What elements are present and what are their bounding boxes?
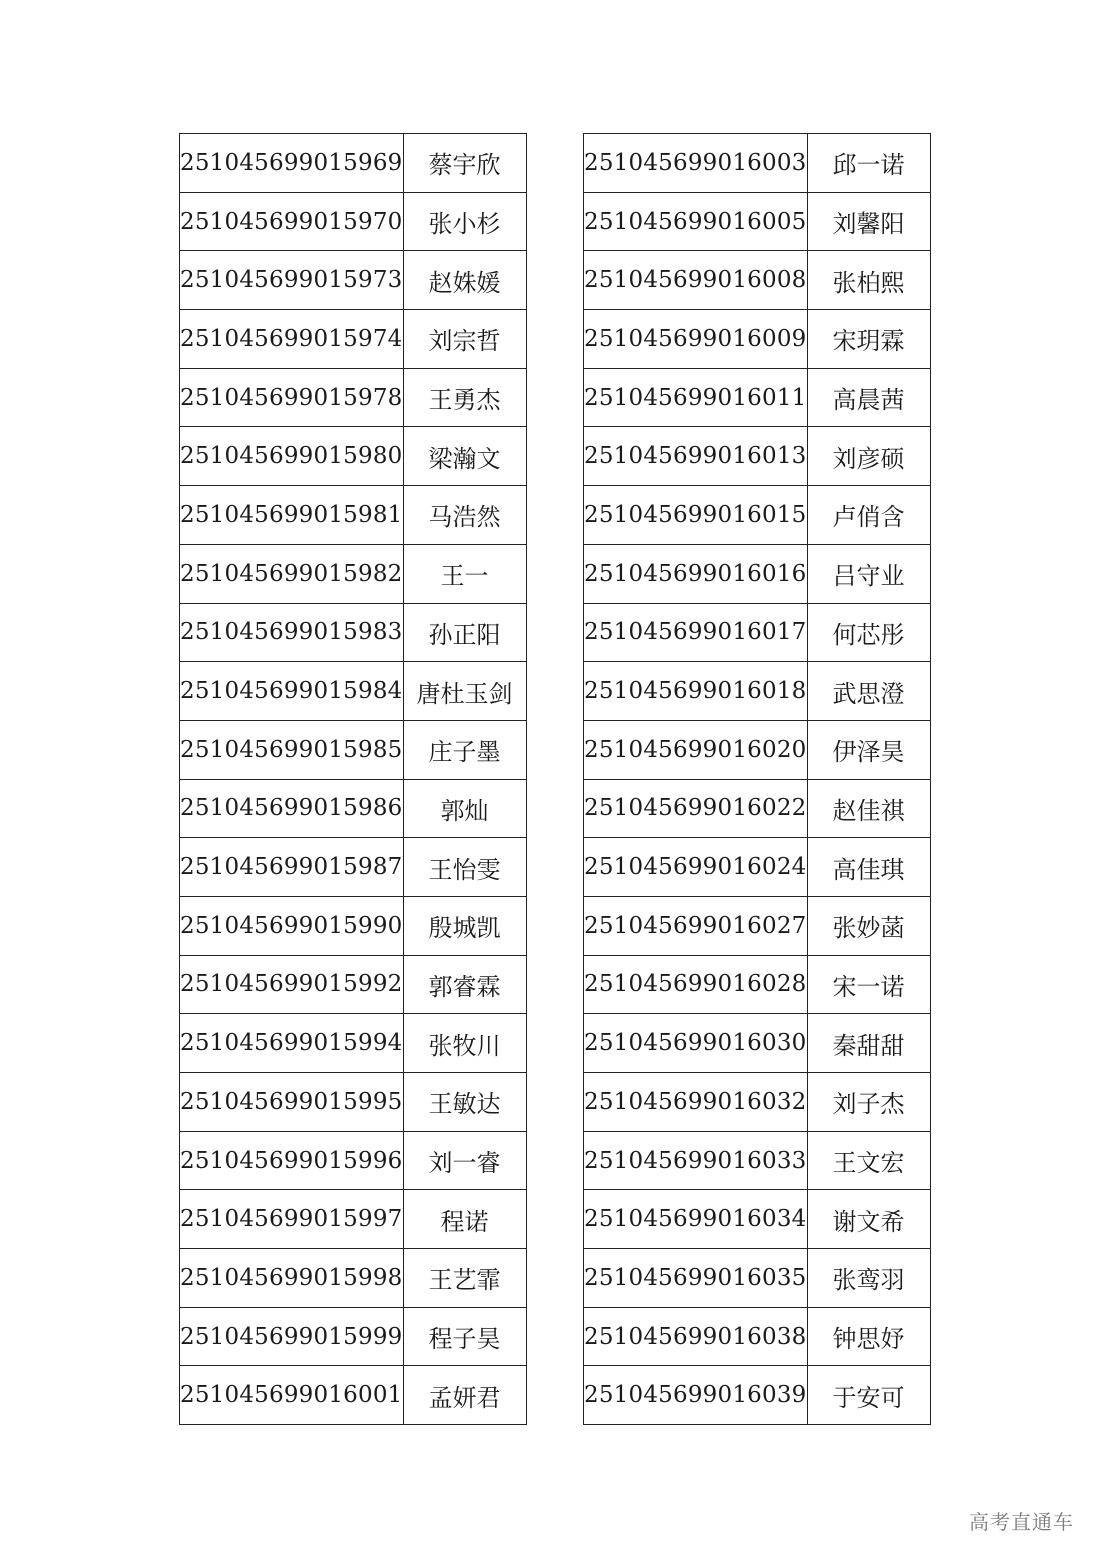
candidate-name-cell: 程子昊 xyxy=(403,1307,526,1366)
table-row xyxy=(180,779,527,838)
candidate-name-cell: 张柏熙 xyxy=(807,251,930,310)
candidate-name-cell: 郭灿 xyxy=(403,779,526,838)
candidate-id-cell: 251045699016030 xyxy=(584,1014,808,1073)
table-row xyxy=(180,955,527,1014)
candidate-id-cell: 251045699015992 xyxy=(180,955,404,1014)
candidate-id-cell: 251045699016008 xyxy=(584,251,808,310)
candidate-id-cell: 251045699016033 xyxy=(584,1131,808,1190)
roster-table-right-body xyxy=(584,134,931,1425)
table-row xyxy=(584,544,931,603)
candidate-id-cell: 251045699015978 xyxy=(180,368,404,427)
table-row xyxy=(584,310,931,369)
table-row xyxy=(180,427,527,486)
table-row xyxy=(584,1131,931,1190)
candidate-name-cell: 王艺霏 xyxy=(403,1249,526,1308)
table-row xyxy=(584,1190,931,1249)
candidate-name-cell: 殷城凯 xyxy=(403,896,526,955)
table-row xyxy=(180,251,527,310)
table-row xyxy=(584,662,931,721)
table-row xyxy=(584,1249,931,1308)
candidate-id-cell: 251045699015980 xyxy=(180,427,404,486)
candidate-id-cell: 251045699016027 xyxy=(584,896,808,955)
candidate-id-cell: 251045699016011 xyxy=(584,368,808,427)
candidate-name-cell: 刘一睿 xyxy=(403,1131,526,1190)
roster-table-left xyxy=(179,133,527,1425)
candidate-name-cell: 刘子杰 xyxy=(807,1073,930,1132)
candidate-id-cell: 251045699016022 xyxy=(584,779,808,838)
table-row xyxy=(584,779,931,838)
candidate-name-cell: 刘彦硕 xyxy=(807,427,930,486)
candidate-name-cell: 马浩然 xyxy=(403,486,526,545)
candidate-id-cell: 251045699015974 xyxy=(180,310,404,369)
candidate-name-cell: 王文宏 xyxy=(807,1131,930,1190)
candidate-name-cell: 庄子墨 xyxy=(403,720,526,779)
candidate-id-cell: 251045699015997 xyxy=(180,1190,404,1249)
table-row xyxy=(584,486,931,545)
candidate-name-cell: 于安可 xyxy=(807,1366,930,1425)
table-row xyxy=(584,1307,931,1366)
table-row xyxy=(180,368,527,427)
candidate-name-cell: 孙正阳 xyxy=(403,603,526,662)
table-row xyxy=(180,603,527,662)
candidate-name-cell: 唐杜玉剑 xyxy=(403,662,526,721)
candidate-name-cell: 张牧川 xyxy=(403,1014,526,1073)
candidate-name-cell: 秦甜甜 xyxy=(807,1014,930,1073)
table-row xyxy=(180,1131,527,1190)
candidate-name-cell: 王一 xyxy=(403,544,526,603)
table-row xyxy=(180,1307,527,1366)
table-row xyxy=(584,838,931,897)
candidate-id-cell: 251045699016032 xyxy=(584,1073,808,1132)
candidate-name-cell: 武思澄 xyxy=(807,662,930,721)
candidate-id-cell: 251045699016003 xyxy=(584,134,808,193)
table-row xyxy=(584,1014,931,1073)
table-row xyxy=(180,134,527,193)
candidate-id-cell: 251045699015996 xyxy=(180,1131,404,1190)
candidate-name-cell: 何芯彤 xyxy=(807,603,930,662)
candidate-id-cell: 251045699016009 xyxy=(584,310,808,369)
candidate-id-cell: 251045699016015 xyxy=(584,486,808,545)
candidate-name-cell: 刘宗哲 xyxy=(403,310,526,369)
watermark-text: 高考直通车 xyxy=(969,1510,1074,1534)
candidate-name-cell: 张鸾羽 xyxy=(807,1249,930,1308)
table-row xyxy=(180,662,527,721)
table-row xyxy=(180,720,527,779)
candidate-id-cell: 251045699015985 xyxy=(180,720,404,779)
table-row xyxy=(584,896,931,955)
candidate-id-cell: 251045699016028 xyxy=(584,955,808,1014)
candidate-name-cell: 谢文希 xyxy=(807,1190,930,1249)
candidate-name-cell: 郭睿霖 xyxy=(403,955,526,1014)
candidate-name-cell: 钟思妤 xyxy=(807,1307,930,1366)
table-row xyxy=(584,955,931,1014)
candidate-id-cell: 251045699016017 xyxy=(584,603,808,662)
candidate-id-cell: 251045699015981 xyxy=(180,486,404,545)
candidate-name-cell: 伊泽昊 xyxy=(807,720,930,779)
table-row xyxy=(180,1014,527,1073)
table-row xyxy=(180,1190,527,1249)
table-row xyxy=(180,896,527,955)
candidate-name-cell: 张妙菡 xyxy=(807,896,930,955)
candidate-name-cell: 蔡宇欣 xyxy=(403,134,526,193)
table-row xyxy=(584,251,931,310)
candidate-id-cell: 251045699015995 xyxy=(180,1073,404,1132)
candidate-name-cell: 吕守业 xyxy=(807,544,930,603)
candidate-id-cell: 251045699016035 xyxy=(584,1249,808,1308)
table-row xyxy=(180,1073,527,1132)
candidate-name-cell: 张小杉 xyxy=(403,192,526,251)
candidate-id-cell: 251045699016005 xyxy=(584,192,808,251)
candidate-id-cell: 251045699016018 xyxy=(584,662,808,721)
table-row xyxy=(584,1073,931,1132)
table-row xyxy=(584,192,931,251)
table-row xyxy=(180,486,527,545)
candidate-id-cell: 251045699015998 xyxy=(180,1249,404,1308)
roster-table-right xyxy=(583,133,931,1425)
table-row xyxy=(584,368,931,427)
candidate-name-cell: 邱一诺 xyxy=(807,134,930,193)
table-row xyxy=(180,310,527,369)
candidate-id-cell: 251045699015986 xyxy=(180,779,404,838)
table-row xyxy=(584,427,931,486)
candidate-id-cell: 251045699015999 xyxy=(180,1307,404,1366)
candidate-id-cell: 251045699016024 xyxy=(584,838,808,897)
candidate-id-cell: 251045699015973 xyxy=(180,251,404,310)
candidate-id-cell: 251045699015994 xyxy=(180,1014,404,1073)
candidate-name-cell: 孟妍君 xyxy=(403,1366,526,1425)
candidate-id-cell: 251045699015984 xyxy=(180,662,404,721)
candidate-name-cell: 宋玥霖 xyxy=(807,310,930,369)
candidate-id-cell: 251045699015990 xyxy=(180,896,404,955)
candidate-name-cell: 高佳琪 xyxy=(807,838,930,897)
candidate-id-cell: 251045699016020 xyxy=(584,720,808,779)
table-row xyxy=(180,1366,527,1425)
candidate-id-cell: 251045699015987 xyxy=(180,838,404,897)
candidate-id-cell: 251045699016001 xyxy=(180,1366,404,1425)
candidate-name-cell: 赵姝媛 xyxy=(403,251,526,310)
candidate-name-cell: 程诺 xyxy=(403,1190,526,1249)
candidate-id-cell: 251045699016013 xyxy=(584,427,808,486)
candidate-id-cell: 251045699016039 xyxy=(584,1366,808,1425)
candidate-name-cell: 王勇杰 xyxy=(403,368,526,427)
table-row xyxy=(584,134,931,193)
table-row xyxy=(584,603,931,662)
candidate-id-cell: 251045699015970 xyxy=(180,192,404,251)
candidate-name-cell: 王敏达 xyxy=(403,1073,526,1132)
candidate-id-cell: 251045699016034 xyxy=(584,1190,808,1249)
candidate-id-cell: 251045699016038 xyxy=(584,1307,808,1366)
roster-table-left-body xyxy=(180,134,527,1425)
candidate-name-cell: 宋一诺 xyxy=(807,955,930,1014)
candidate-name-cell: 高晨茜 xyxy=(807,368,930,427)
table-row xyxy=(180,838,527,897)
table-row xyxy=(584,720,931,779)
candidate-id-cell: 251045699015983 xyxy=(180,603,404,662)
candidate-id-cell: 251045699015982 xyxy=(180,544,404,603)
candidate-id-cell: 251045699016016 xyxy=(584,544,808,603)
candidate-name-cell: 梁瀚文 xyxy=(403,427,526,486)
candidate-name-cell: 赵佳祺 xyxy=(807,779,930,838)
table-row xyxy=(180,544,527,603)
table-row xyxy=(180,192,527,251)
candidate-id-cell: 251045699015969 xyxy=(180,134,404,193)
candidate-name-cell: 卢俏含 xyxy=(807,486,930,545)
candidate-name-cell: 王怡雯 xyxy=(403,838,526,897)
candidate-name-cell: 刘馨阳 xyxy=(807,192,930,251)
table-row xyxy=(180,1249,527,1308)
table-row xyxy=(584,1366,931,1425)
